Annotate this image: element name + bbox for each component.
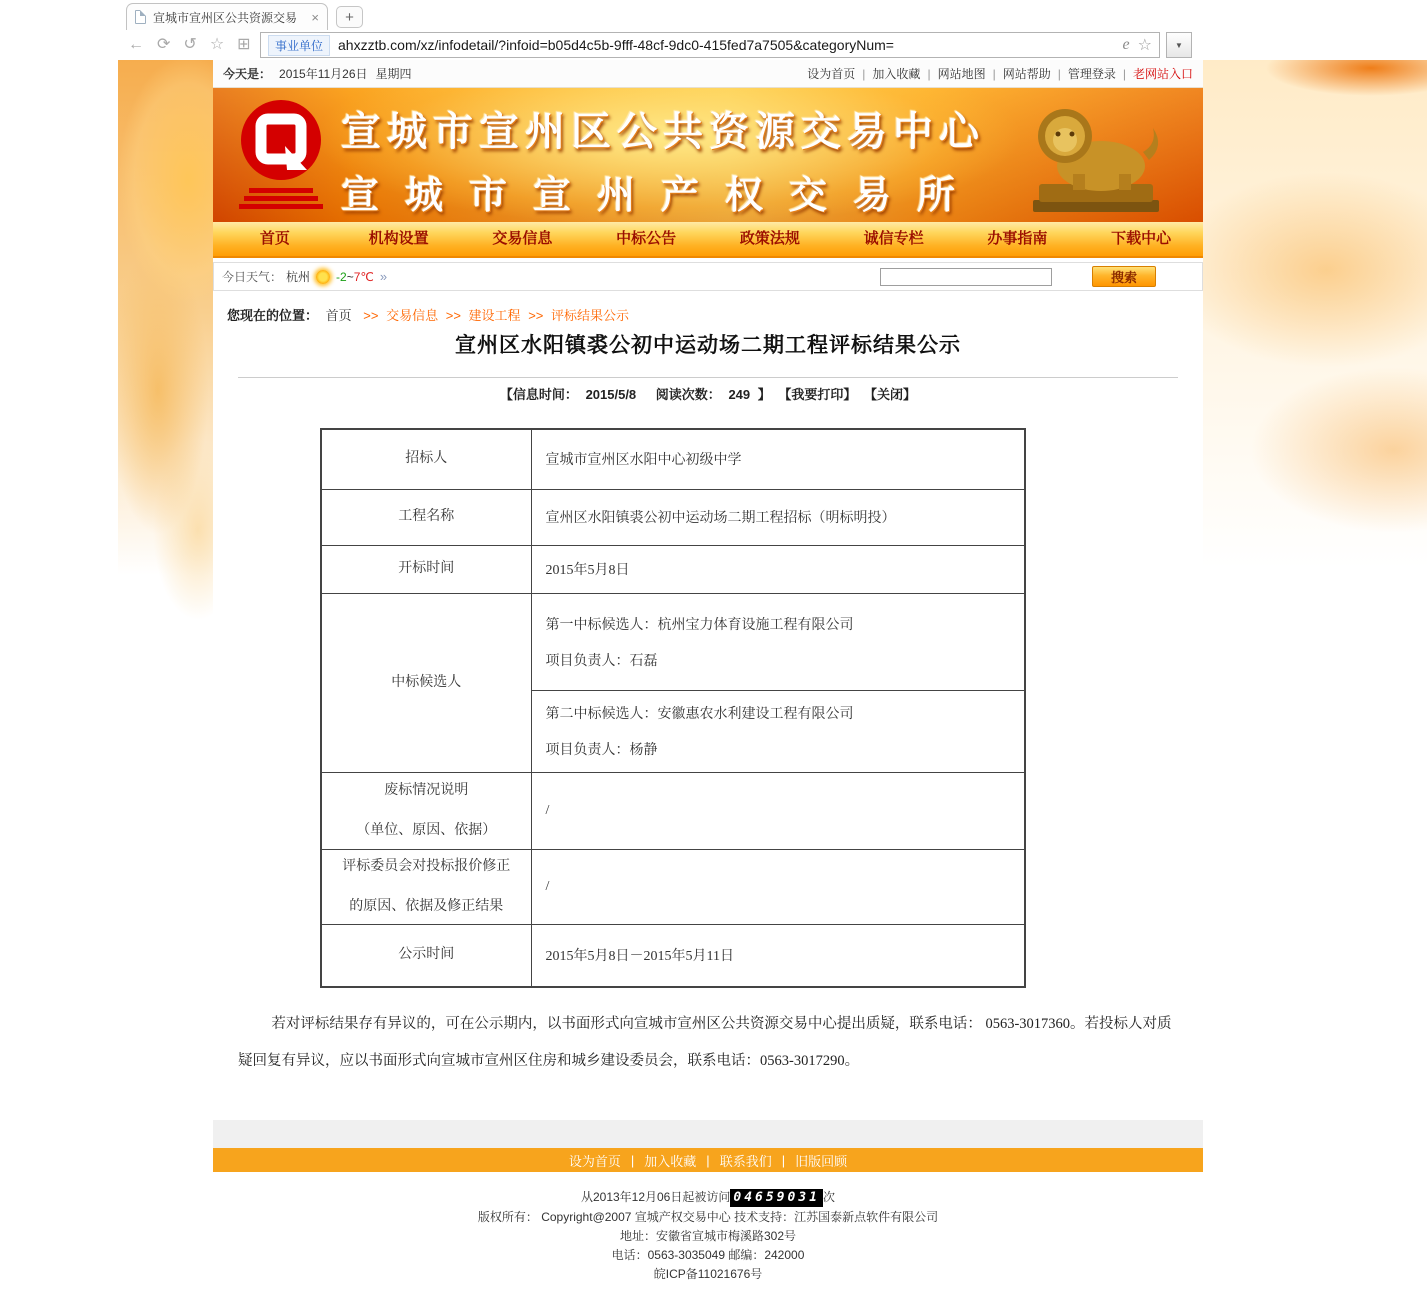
search-input[interactable]	[880, 268, 1052, 286]
table-row	[321, 545, 1025, 593]
new-tab-button[interactable]: +	[336, 6, 363, 28]
temp-low: -2	[336, 269, 347, 284]
first-candidate-manager: 项目负责人：石磊	[545, 653, 658, 669]
separator: |	[1122, 66, 1126, 81]
second-candidate-manager: 项目负责人：杨静	[545, 743, 658, 758]
breadcrumb-separator: >>	[363, 308, 379, 323]
breadcrumb-trade-info-link[interactable]: 交易信息	[386, 308, 439, 323]
footer-info	[213, 1172, 1203, 1283]
breadcrumb-construction-link[interactable]: 建设工程	[468, 308, 521, 323]
admin-login-link[interactable]: 管理登录	[1067, 67, 1116, 81]
row-value-first-candidate	[531, 593, 1025, 690]
old-site-link[interactable]: 老网站入口	[1132, 67, 1193, 81]
webpage	[118, 60, 1427, 1304]
weather-label: 今日天气：	[222, 270, 283, 284]
banner-titles	[341, 100, 1101, 219]
table-row	[321, 924, 1025, 987]
article-title: 宣州区水阳镇裘公初中运动场二期工程评标结果公示	[455, 333, 961, 357]
row-value-tenderer: 宣城市宣州区水阳中心初级中学	[531, 429, 1025, 489]
info-time-value: 2015/5/8	[585, 387, 637, 402]
weather-city: 杭州	[286, 270, 311, 284]
breadcrumb-separator: >>	[528, 308, 544, 323]
address-dropdown-button[interactable]: ▼	[1166, 32, 1192, 58]
nav-item-service-guide[interactable]: 办事指南	[987, 230, 1048, 247]
back-icon[interactable]: ←	[128, 36, 144, 53]
table-row	[321, 489, 1025, 545]
today-label: 今天是：	[223, 67, 272, 81]
row-value-opening-time: 2015年5月8日	[531, 545, 1025, 593]
spacer-band	[213, 1120, 1203, 1148]
nav-item-bid-announcements[interactable]: 中标公告	[616, 230, 677, 247]
table-row	[321, 429, 1025, 489]
browser-tab[interactable]	[126, 3, 328, 30]
views-label: 阅读次数：	[655, 387, 721, 402]
footer-contact-link[interactable]: 联系我们	[719, 1153, 772, 1169]
meta-bracket: 】	[757, 387, 771, 402]
favorites-icon[interactable]: ☆	[209, 36, 225, 53]
separator: |	[781, 1152, 786, 1168]
row-label-price-correction	[321, 849, 531, 924]
nav-item-downloads[interactable]: 下载中心	[1111, 230, 1172, 247]
add-favorite-link[interactable]: 加入收藏	[872, 67, 921, 81]
visit-prefix: 从2013年12月06日起被访问	[580, 1190, 731, 1204]
first-candidate-company: 第一中标候选人：杭州宝力体育设施工程有限公司	[545, 617, 854, 633]
footer-set-home-link[interactable]: 设为首页	[568, 1153, 621, 1169]
browser-toolbar	[118, 30, 1427, 60]
table-row	[321, 772, 1025, 849]
close-tab-icon[interactable]: ×	[311, 9, 319, 25]
separator: |	[630, 1152, 635, 1168]
divider	[238, 377, 1178, 378]
temp-tilde: ~	[346, 269, 354, 284]
objection-notice: 若对评标结果存有异议的，可在公示期内，以书面形式向宣城市宣州区公共资源交易中心提出质疑，联系电话： 0563-3017360。若投标人对质疑回复有异议，应以书面形式向宣城市宣州区住房和城乡建设委员会，联系电话：0563-3017290。	[238, 1016, 1172, 1069]
correction-label-line2: 的原因、依据及修正结果	[349, 898, 504, 914]
row-value-publicity-period: 2015年5月8日－2015年5月11日	[531, 924, 1025, 987]
site-banner	[213, 88, 1203, 222]
nav-item-organization[interactable]: 机构设置	[368, 230, 429, 247]
footer-bar	[213, 1148, 1203, 1172]
sitemap-link[interactable]: 网站地图	[937, 67, 986, 81]
copyright-line: 版权所有： Copyright@2007 宣城产权交易中心 技术支持：江苏国泰新点软件有限公司	[477, 1210, 939, 1224]
sun-icon	[316, 270, 330, 284]
nav-item-policies[interactable]: 政策法规	[739, 230, 800, 247]
decorative-right-background	[1203, 60, 1427, 680]
page-favicon-icon	[135, 10, 146, 24]
date-text: 2015年11月26日	[279, 67, 368, 81]
phone-line: 电话：0563-3035049 邮编：242000	[611, 1248, 805, 1262]
print-button[interactable]: 【我要打印】	[778, 387, 857, 402]
refresh-icon[interactable]: ⟳	[157, 36, 171, 53]
breadcrumb	[213, 291, 1203, 325]
site-type-badge: 事业单位	[268, 35, 330, 56]
table-row	[321, 593, 1025, 690]
set-home-link[interactable]: 设为首页	[807, 67, 856, 81]
nav-item-integrity[interactable]: 诚信专栏	[863, 230, 924, 247]
views-value: 249	[728, 387, 751, 402]
browser-chrome	[118, 0, 1427, 60]
today-date	[223, 65, 412, 82]
table-row	[321, 849, 1025, 924]
correction-label-line1: 评标委员会对投标报价修正	[342, 858, 511, 874]
url-text[interactable]: ahxzztb.com/xz/infodetail/?infoid=b05d4c5b-9fff-48cf-9dc0-415fed7a7505&categoryNum=	[338, 37, 894, 53]
address-line: 地址：安徽省宣城市梅溪路302号	[619, 1229, 797, 1243]
breadcrumb-result-link[interactable]: 评标结果公示	[551, 308, 630, 323]
row-value-second-candidate	[531, 690, 1025, 772]
bid-result-table	[320, 428, 1026, 988]
lion-statue-image	[1003, 92, 1183, 218]
icp-line: 皖ICP备11021676号	[653, 1267, 763, 1281]
tab-title: 宣城市宣州区公共资源交易	[153, 10, 298, 25]
utility-bar	[213, 60, 1203, 88]
separator: |	[862, 66, 866, 81]
site-container	[213, 60, 1203, 1284]
separator: |	[992, 66, 996, 81]
breadcrumb-label: 您现在的位置：	[227, 308, 319, 323]
bookmark-icon[interactable]: ☆	[1137, 37, 1152, 54]
info-time-label: 【信息时间：	[499, 387, 578, 402]
address-bar[interactable]	[260, 32, 1160, 58]
rejected-bids-label-line2: （单位、原因、依据）	[356, 822, 497, 838]
row-value-rejected-bids: /	[531, 772, 1025, 849]
close-button[interactable]: 【关闭】	[864, 387, 917, 402]
nav-item-trade-info[interactable]: 交易信息	[492, 230, 553, 247]
main-navigation	[213, 222, 1203, 258]
search-button[interactable]: 搜索	[1092, 266, 1156, 287]
row-label-candidates: 中标候选人	[321, 593, 531, 772]
nav-item-home[interactable]: 首页	[259, 230, 290, 247]
visit-suffix: 次	[823, 1190, 836, 1204]
visit-counter: 04659031	[730, 1189, 823, 1207]
weather-more-icon[interactable]: »	[379, 269, 388, 284]
banner-title-line1: 宣城市宣州区公共资源交易中心	[341, 110, 985, 154]
separator: |	[1057, 66, 1061, 81]
tab-bar	[118, 0, 1427, 30]
article-meta	[213, 386, 1203, 404]
site-logo[interactable]	[237, 98, 325, 212]
separator: |	[706, 1152, 710, 1168]
main-content	[213, 291, 1203, 1120]
apps-grid-icon[interactable]: ⊞	[237, 36, 251, 53]
footer-old-version-link[interactable]: 旧版回顾	[795, 1153, 848, 1169]
temp-high: 7℃	[353, 269, 374, 284]
row-label-tenderer: 招标人	[321, 429, 531, 489]
row-value-price-correction: /	[531, 849, 1025, 924]
utility-links	[807, 65, 1193, 82]
footer-add-favorite-link[interactable]: 加入收藏	[644, 1153, 697, 1169]
separator: |	[927, 66, 931, 81]
history-back-icon[interactable]: ↺	[183, 36, 197, 53]
row-label-rejected-bids	[321, 772, 531, 849]
weekday-text: 星期四	[375, 67, 412, 81]
site-help-link[interactable]: 网站帮助	[1002, 67, 1051, 81]
row-label-opening-time: 开标时间	[321, 545, 531, 593]
row-value-project-name: 宣州区水阳镇裘公初中运动场二期工程招标（明标明投）	[531, 489, 1025, 545]
banner-title-line2: 宣城市宣州产权交易所	[341, 175, 982, 217]
weather-search-bar	[213, 262, 1203, 291]
visit-counter-line	[213, 1188, 1203, 1207]
compat-mode-icon[interactable]: e	[1122, 36, 1130, 53]
row-label-publicity-period: 公示时间	[321, 924, 531, 987]
second-candidate-company: 第二中标候选人：安徽惠农水利建设工程有限公司	[545, 707, 854, 722]
rejected-bids-label-line1: 废标情况说明	[384, 782, 469, 798]
row-label-project-name: 工程名称	[321, 489, 531, 545]
breadcrumb-home-link[interactable]: 首页	[325, 308, 352, 323]
breadcrumb-separator: >>	[445, 308, 461, 323]
decorative-left-background	[118, 60, 214, 620]
